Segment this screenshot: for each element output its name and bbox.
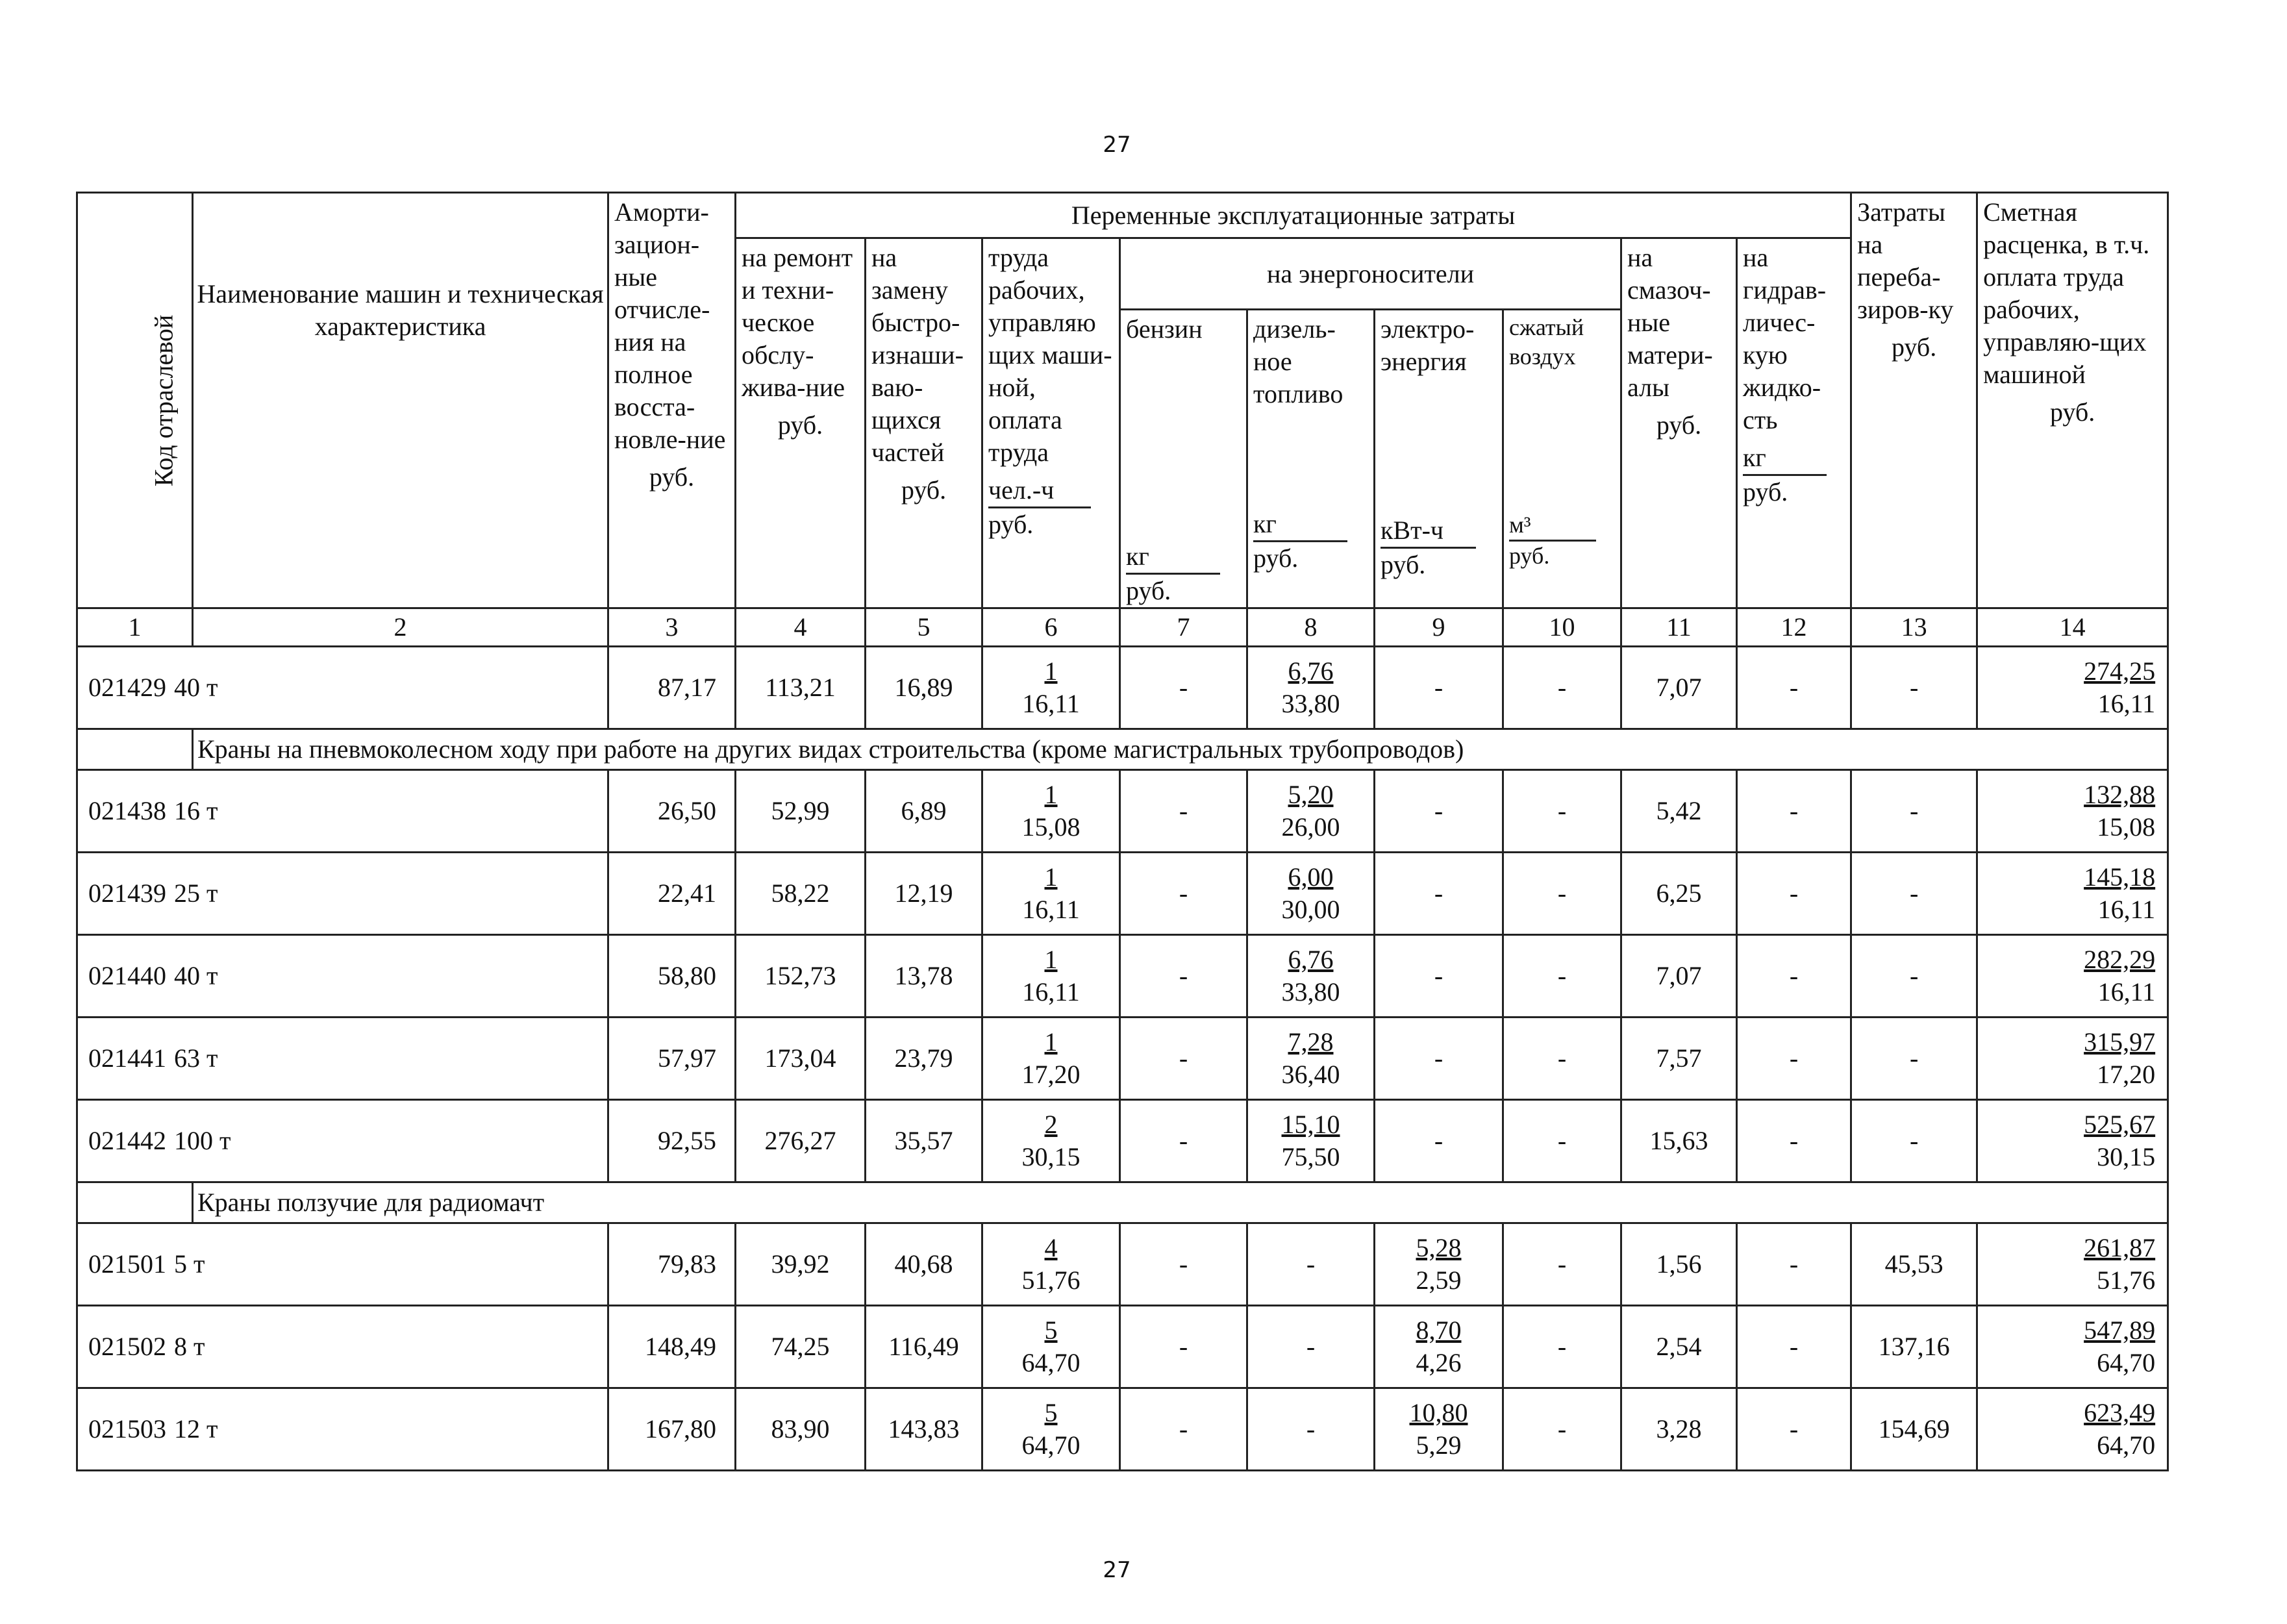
electricity-value (1375, 1388, 1503, 1471)
diesel-value (1247, 770, 1375, 853)
machine-code: 021438 (88, 796, 166, 825)
machine-name: 8 т (174, 1332, 205, 1361)
lubricant-value: 7,07 (1621, 935, 1737, 1018)
estimate-rate-value (1977, 1388, 2168, 1471)
electricity-value-numerator: 5,28 (1416, 1233, 1462, 1262)
diesel-value-numerator: 7,28 (1288, 1027, 1334, 1056)
header-col10 (1503, 310, 1621, 608)
header-col13 (1851, 193, 1977, 608)
estimate-rate-value (1977, 853, 2168, 935)
compressed-air-value: - (1503, 770, 1621, 853)
relocation-value: - (1851, 647, 1977, 729)
machine-name: 40 т (174, 673, 218, 702)
estimate-rate-value-numerator: 315,97 (2084, 1027, 2156, 1056)
parts-value: 6,89 (866, 770, 982, 853)
machine-name: 5 т (174, 1249, 205, 1279)
estimate-rate-value-denominator: 17,20 (2097, 1060, 2156, 1089)
repair-value: 152,73 (736, 935, 866, 1018)
estimate-rate-value-numerator: 525,67 (2084, 1110, 2156, 1139)
hydraulic-fluid-value: - (1737, 1223, 1851, 1306)
header-col13-text: Затраты на переба-зиров-ку (1857, 197, 1954, 324)
estimate-rate-value-numerator: 145,18 (2084, 862, 2156, 892)
repair-value: 276,27 (736, 1100, 866, 1182)
labor-value (982, 853, 1120, 935)
labor-value-numerator: 1 (1044, 656, 1058, 686)
estimate-rate-value-numerator: 282,29 (2084, 945, 2156, 974)
machine-cost-table (76, 192, 2169, 1471)
header-col12-unit-bottom: руб. (1743, 477, 1788, 506)
machine-name: 63 т (174, 1043, 218, 1073)
labor-value-denominator: 51,76 (1021, 1266, 1081, 1295)
header-col12-text: на гидрав-личес-кую жидко-сть (1743, 243, 1827, 434)
machine-name: 12 т (174, 1414, 218, 1443)
column-number-8: 8 (1247, 608, 1375, 647)
labor-value (982, 1018, 1120, 1100)
estimate-rate-value-denominator: 64,70 (2097, 1430, 2156, 1460)
diesel-value (1247, 935, 1375, 1018)
machine-code-name (77, 1388, 608, 1471)
header-col7-text: бензин (1126, 314, 1203, 344)
diesel-value-numerator: 6,76 (1288, 945, 1334, 974)
relocation-value: 154,69 (1851, 1388, 1977, 1471)
labor-value-numerator: 1 (1044, 780, 1058, 809)
estimate-rate-value-denominator: 15,08 (2097, 812, 2156, 842)
header-col5 (866, 238, 982, 608)
table-row (77, 1100, 2168, 1182)
machine-code-name (77, 647, 608, 729)
section-title: Краны ползучие для радиомачт (193, 1182, 2168, 1223)
header-col14-unit: руб. (2049, 397, 2095, 427)
labor-value-numerator: 1 (1044, 862, 1058, 892)
diesel-value-denominator: 36,40 (1281, 1060, 1340, 1089)
amortization-value: 167,80 (608, 1388, 736, 1471)
header-col6-unit-bottom: руб. (988, 510, 1034, 539)
labor-value-denominator: 17,20 (1021, 1060, 1081, 1089)
column-number-row (77, 608, 2168, 647)
estimate-rate-value-denominator: 30,15 (2097, 1142, 2156, 1171)
electricity-value-numerator: 8,70 (1416, 1316, 1462, 1345)
column-number-13: 13 (1851, 608, 1977, 647)
petrol-value: - (1120, 770, 1247, 853)
table-row (77, 1223, 2168, 1306)
estimate-rate-value-numerator: 623,49 (2084, 1398, 2156, 1427)
header-col5-unit: руб. (901, 475, 947, 505)
compressed-air-value: - (1503, 1018, 1621, 1100)
labor-value-denominator: 16,11 (1022, 977, 1080, 1006)
header-col9-text: электро-энергия (1381, 314, 1475, 376)
estimate-rate-value-denominator: 16,11 (2097, 895, 2156, 924)
estimate-rate-value (1977, 770, 2168, 853)
header-col3 (608, 193, 736, 608)
table-row (77, 1018, 2168, 1100)
parts-value: 35,57 (866, 1100, 982, 1182)
relocation-value: - (1851, 853, 1977, 935)
labor-value (982, 935, 1120, 1018)
labor-value (982, 647, 1120, 729)
machine-code: 021441 (88, 1043, 166, 1073)
estimate-rate-value (1977, 935, 2168, 1018)
diesel-value (1247, 853, 1375, 935)
labor-value-denominator: 15,08 (1021, 812, 1081, 842)
machine-code: 021439 (88, 879, 166, 908)
petrol-value: - (1120, 1388, 1247, 1471)
parts-value: 13,78 (866, 935, 982, 1018)
table-row (77, 853, 2168, 935)
estimate-rate-value-denominator: 16,11 (2097, 977, 2156, 1006)
repair-value: 52,99 (736, 770, 866, 853)
amortization-value: 79,83 (608, 1223, 736, 1306)
column-number-1: 1 (77, 608, 193, 647)
compressed-air-value: - (1503, 853, 1621, 935)
electricity-value (1375, 1306, 1503, 1388)
amortization-value: 92,55 (608, 1100, 736, 1182)
electricity-value (1375, 1223, 1503, 1306)
repair-value: 173,04 (736, 1018, 866, 1100)
machine-code: 021503 (88, 1414, 166, 1443)
estimate-rate-value-numerator: 547,89 (2084, 1316, 2156, 1345)
header-col10-unit-bottom: руб. (1509, 543, 1550, 569)
lubricant-value: 3,28 (1621, 1388, 1737, 1471)
petrol-value: - (1120, 853, 1247, 935)
hydraulic-fluid-value: - (1737, 853, 1851, 935)
amortization-value: 87,17 (608, 647, 736, 729)
header-col13-unit: руб. (1891, 332, 1937, 362)
diesel-value-numerator: 15,10 (1281, 1110, 1340, 1139)
hydraulic-fluid-value: - (1737, 1388, 1851, 1471)
relocation-value: 45,53 (1851, 1223, 1977, 1306)
machine-code-name (77, 770, 608, 853)
machine-name: 25 т (174, 879, 218, 908)
column-number-6: 6 (982, 608, 1120, 647)
electricity-value-denominator: 4,26 (1416, 1348, 1462, 1377)
header-col7-unit-top: кг (1126, 540, 1220, 575)
diesel-value-numerator: 6,76 (1288, 656, 1334, 686)
header-col4 (736, 238, 866, 608)
header-col4-text: на ремонт и техни-ческое обслу-жива-ние (742, 243, 853, 402)
diesel-value-numerator: 6,00 (1288, 862, 1334, 892)
hydraulic-fluid-value: - (1737, 935, 1851, 1018)
header-name-text: Наименование машин и техническая характеристика (197, 279, 604, 341)
section-spacer (77, 729, 193, 770)
parts-value: 143,83 (866, 1388, 982, 1471)
machine-code-name (77, 1100, 608, 1182)
hydraulic-fluid-value: - (1737, 1100, 1851, 1182)
header-col10-unit-top: м³ (1509, 510, 1596, 542)
labor-value-denominator: 64,70 (1021, 1348, 1081, 1377)
table-row (77, 647, 2168, 729)
compressed-air-value: - (1503, 935, 1621, 1018)
parts-value: 40,68 (866, 1223, 982, 1306)
header-col9-unit-top: кВт-ч (1381, 514, 1476, 549)
machine-code-name (77, 1223, 608, 1306)
relocation-value: - (1851, 935, 1977, 1018)
machine-name: 40 т (174, 961, 218, 990)
header-col3-text: Аморти-зацион-ные отчисле-ния на полное восста-новле-ние (614, 197, 726, 454)
header-col7-unit-bottom: руб. (1126, 576, 1171, 605)
lubricant-value: 2,54 (1621, 1306, 1737, 1388)
petrol-value: - (1120, 1223, 1247, 1306)
header-code (77, 193, 193, 608)
electricity-value: - (1375, 770, 1503, 853)
section-header-row (77, 729, 2168, 770)
repair-value: 74,25 (736, 1306, 866, 1388)
section-spacer (77, 1182, 193, 1223)
hydraulic-fluid-value: - (1737, 647, 1851, 729)
repair-value: 39,92 (736, 1223, 866, 1306)
machine-name: 16 т (174, 796, 218, 825)
compressed-air-value: - (1503, 1223, 1621, 1306)
header-col12-unit-top: кг (1743, 442, 1827, 476)
diesel-value-denominator: 75,50 (1281, 1142, 1340, 1171)
labor-value-numerator: 4 (1044, 1233, 1058, 1262)
header-col14 (1977, 193, 2168, 608)
repair-value: 58,22 (736, 853, 866, 935)
estimate-rate-value (1977, 1100, 2168, 1182)
electricity-value-denominator: 5,29 (1416, 1430, 1462, 1460)
column-number-14: 14 (1977, 608, 2168, 647)
column-number-3: 3 (608, 608, 736, 647)
header-col10-text: сжатый воздух (1509, 314, 1584, 369)
compressed-air-value: - (1503, 1388, 1621, 1471)
estimate-rate-value (1977, 647, 2168, 729)
labor-value-numerator: 2 (1044, 1110, 1058, 1139)
amortization-value: 58,80 (608, 935, 736, 1018)
diesel-value: - (1247, 1306, 1375, 1388)
petrol-value: - (1120, 647, 1247, 729)
repair-value: 83,90 (736, 1388, 866, 1471)
estimate-rate-value-denominator: 51,76 (2097, 1266, 2156, 1295)
header-col6 (982, 238, 1120, 608)
labor-value-denominator: 64,70 (1021, 1430, 1081, 1460)
diesel-value (1247, 1100, 1375, 1182)
diesel-value (1247, 1018, 1375, 1100)
estimate-rate-value (1977, 1306, 2168, 1388)
amortization-value: 148,49 (608, 1306, 736, 1388)
diesel-value: - (1247, 1223, 1375, 1306)
electricity-value-numerator: 10,80 (1409, 1398, 1468, 1427)
page-number-bottom: 27 (1103, 1557, 1131, 1583)
relocation-value: - (1851, 770, 1977, 853)
labor-value (982, 1306, 1120, 1388)
electricity-value: - (1375, 647, 1503, 729)
header-col8-text: дизель-ное топливо (1253, 314, 1343, 408)
estimate-rate-value-numerator: 261,87 (2084, 1233, 2156, 1262)
column-number-9: 9 (1375, 608, 1503, 647)
hydraulic-fluid-value: - (1737, 770, 1851, 853)
machine-code: 021440 (88, 961, 166, 990)
estimate-rate-value-denominator: 16,11 (2097, 689, 2156, 718)
petrol-value: - (1120, 1100, 1247, 1182)
compressed-air-value: - (1503, 1100, 1621, 1182)
section-title: Краны на пневмоколесном ходу при работе на других видах строительства (кроме магистральных трубопроводов) (193, 729, 2168, 770)
lubricant-value: 5,42 (1621, 770, 1737, 853)
estimate-rate-value-denominator: 64,70 (2097, 1348, 2156, 1377)
labor-value-numerator: 5 (1044, 1316, 1058, 1345)
header-col6-text: труда рабочих, управляю щих маши-ной, оплата труда (988, 243, 1112, 467)
header-col3-unit: руб. (649, 462, 695, 492)
hydraulic-fluid-value: - (1737, 1306, 1851, 1388)
header-energy: на энергоносители (1120, 238, 1621, 310)
petrol-value: - (1120, 1306, 1247, 1388)
diesel-value-denominator: 33,80 (1281, 689, 1340, 718)
diesel-value-denominator: 26,00 (1281, 812, 1340, 842)
electricity-value: - (1375, 935, 1503, 1018)
machine-code: 021442 (88, 1126, 166, 1155)
estimate-rate-value-numerator: 132,88 (2084, 780, 2156, 809)
header-col8 (1247, 310, 1375, 608)
petrol-value: - (1120, 935, 1247, 1018)
labor-value (982, 770, 1120, 853)
header-col9-unit-bottom: руб. (1381, 550, 1426, 579)
header-variable-costs: Переменные эксплуатационные затраты (736, 193, 1851, 238)
page-number-top: 27 (1103, 132, 1131, 158)
column-number-10: 10 (1503, 608, 1621, 647)
machine-code: 021502 (88, 1332, 166, 1361)
electricity-value: - (1375, 853, 1503, 935)
labor-value (982, 1100, 1120, 1182)
header-name (193, 193, 608, 608)
amortization-value: 22,41 (608, 853, 736, 935)
parts-value: 23,79 (866, 1018, 982, 1100)
diesel-value-denominator: 33,80 (1281, 977, 1340, 1006)
machine-code-name (77, 935, 608, 1018)
column-number-12: 12 (1737, 608, 1851, 647)
column-number-7: 7 (1120, 608, 1247, 647)
lubricant-value: 15,63 (1621, 1100, 1737, 1182)
labor-value (982, 1223, 1120, 1306)
relocation-value: - (1851, 1100, 1977, 1182)
lubricant-value: 6,25 (1621, 853, 1737, 935)
machine-code-name (77, 1018, 608, 1100)
repair-value: 113,21 (736, 647, 866, 729)
table-row (77, 770, 2168, 853)
column-number-5: 5 (866, 608, 982, 647)
column-number-4: 4 (736, 608, 866, 647)
section-header-row (77, 1182, 2168, 1223)
compressed-air-value: - (1503, 647, 1621, 729)
parts-value: 12,19 (866, 853, 982, 935)
header-col12 (1737, 238, 1851, 608)
relocation-value: 137,16 (1851, 1306, 1977, 1388)
header-col8-unit-top: кг (1253, 508, 1347, 542)
machine-code-name (77, 853, 608, 935)
electricity-value: - (1375, 1018, 1503, 1100)
column-number-2: 2 (193, 608, 608, 647)
estimate-rate-value-numerator: 274,25 (2084, 656, 2156, 686)
hydraulic-fluid-value: - (1737, 1018, 1851, 1100)
labor-value-numerator: 5 (1044, 1398, 1058, 1427)
header-col4-unit: руб. (777, 410, 823, 440)
lubricant-value: 7,07 (1621, 647, 1737, 729)
header-col11 (1621, 238, 1737, 608)
labor-value-numerator: 1 (1044, 945, 1058, 974)
amortization-value: 57,97 (608, 1018, 736, 1100)
amortization-value: 26,50 (608, 770, 736, 853)
diesel-value-denominator: 30,00 (1281, 895, 1340, 924)
header-col5-text: на замену быстро-изнаши-ваю-щихся частей (871, 243, 964, 467)
machine-code: 021501 (88, 1249, 166, 1279)
header-col9 (1375, 310, 1503, 608)
labor-value-denominator: 16,11 (1022, 689, 1080, 718)
petrol-value: - (1120, 1018, 1247, 1100)
labor-value-numerator: 1 (1044, 1027, 1058, 1056)
machine-code-name (77, 1306, 608, 1388)
header-code-text: Код отраслевой (149, 314, 179, 486)
parts-value: 16,89 (866, 647, 982, 729)
lubricant-value: 7,57 (1621, 1018, 1737, 1100)
header-col8-unit-bottom: руб. (1253, 543, 1299, 573)
electricity-value: - (1375, 1100, 1503, 1182)
diesel-value-numerator: 5,20 (1288, 780, 1334, 809)
header-col11-unit: руб. (1656, 410, 1702, 440)
header-col6-unit-top: чел.-ч (988, 474, 1091, 508)
lubricant-value: 1,56 (1621, 1223, 1737, 1306)
diesel-value (1247, 647, 1375, 729)
estimate-rate-value (1977, 1223, 2168, 1306)
electricity-value-denominator: 2,59 (1416, 1266, 1462, 1295)
labor-value-denominator: 16,11 (1022, 895, 1080, 924)
header-col7 (1120, 310, 1247, 608)
machine-name: 100 т (174, 1126, 231, 1155)
labor-value-denominator: 30,15 (1021, 1142, 1081, 1171)
parts-value: 116,49 (866, 1306, 982, 1388)
column-number-11: 11 (1621, 608, 1737, 647)
relocation-value: - (1851, 1018, 1977, 1100)
header-col11-text: на смазоч-ные матери-алы (1627, 243, 1713, 402)
diesel-value: - (1247, 1388, 1375, 1471)
compressed-air-value: - (1503, 1306, 1621, 1388)
estimate-rate-value (1977, 1018, 2168, 1100)
header-col14-text: Сметная расценка, в т.ч. оплата труда рабочих, управляю-щих машиной (1983, 197, 2150, 389)
table-row (77, 1306, 2168, 1388)
table-row (77, 1388, 2168, 1471)
machine-code: 021429 (88, 673, 166, 702)
table-row (77, 935, 2168, 1018)
labor-value (982, 1388, 1120, 1471)
